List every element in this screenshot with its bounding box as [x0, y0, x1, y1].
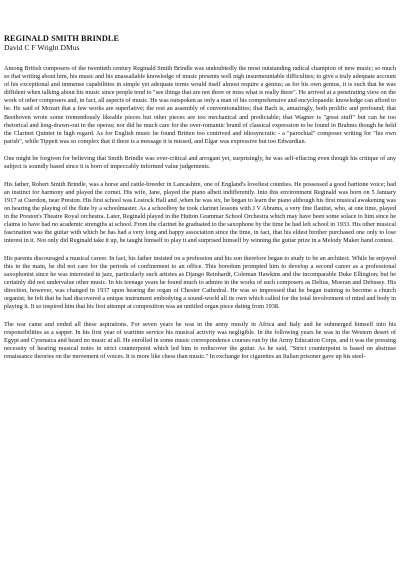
paragraph-3: His father, Robert Smith Brindle, was a horse and cattle-breeder in Lancashire, one of England's loveliest counties. He possessed a good baritone voice; had an instinct for harmony and played the cornet. His wife, Jane, played the piano albeit indifferently. Into this environment Reginald was born on 5 January 1917 at Cuerdon, near Preston. His first school was Lostock Hall and ,when he was six, he began to learn the piano although his first musical awakening was on hearing the playing of the flute by a schoolmaster. As a schoolboy he took clarinet lessons with J V Abrams, a very fine flautist, who, at one time, played in the Preston's Theatre Royal orchestra. Later, Reginald played in the Hutton Grammar School Orchestra which may have been some solace to him since he claims to have had no academic strengths at school. From the clarinet he graduated to the saxophone by the time he had left school in 1933. His other musical fascination was the guitar with which he has had a very long and happy association since the time, in fact, that his eldest brother purchased one only to lose interest in it. Not only did Reginald take it up, he taught himself to play it and surprised himself by winning the guitar prize in a Melody Maker band contest.	[4, 180, 396, 245]
paragraph-4: His parents discouraged a musical career. In fact, his father insisted on a profession and his son therefore began to study to be an architect. While he enjoyed this in the main, he did not care for the periods of confinement to an office. This boredom prompted him to develop a second career as a professional saxophonist since he was interested in jazz, particularly such artistes as Django Reinhardt, Coleman Hawkins and the incomparable Duke Ellington; but he certainly did not undervalue other music. In his teenage years he found much to admire in the works of such composers as Delius, Moeran and Debussy. His direction, however, was changed in 1937 upon hearing the organ of Chester Cathedral. He was so impressed that he began training to become a church organist; he felt that he had discovered a unique instrument embodying a sound-world all its own which called for the total involvement of mind and body in playing it. It so inspired him that his first attempt at composition was an untitled organ piece dating from 1938.	[4, 254, 396, 311]
paragraph-1: Among British composers of the twentieth century Reginald Smith Brindle was undoubtedly the most outstanding radical champion of new music; so much so that writing about him, his music and his unassailable knowledge of music presents well nigh insurmountable difficulties; to give a truly adequate account of his exceptional and immense capabilities in simple yet adequate terms would itself almost require a genius; as for his own genius, it is such that he was diffident when talking about his music since people tend to "see things that are not there or miss what is really there". He arrived at a penetrating view on the work of other composers and, in fact, all aspects of music. He was outspoken as only a man of his comprehensive and encyclopaedic knowledge can afford to be. He said of Mozart that a few works are superlative; the rest an assembly of conventionalities; that Bach is, amazingly, both prolific and profound; that Beethoven wrote some tremendously likeable pieces but other pieces are too mechanical and predictable; that Wagner is "great stuff" but can be too rhetorical and long-drawn-out in the operas; nor did he much care for the over-romantic brand of classical expression to be found in Brahms though he held the Clarinet Quintet in high regard. As for English music he found Britten too contrived and idiosyncratic - a "parochial" composer writing for "his own parish", while Tippett was so complex that if there is a message it is missed, and Elgar was expressive but too Edwardian.	[4, 65, 396, 145]
document-title: REGINALD SMITH BRINDLE	[4, 34, 120, 43]
document-page	[4, 34, 396, 370]
paragraph-2: One might be forgiven for believing that Smith Brindle was over-critical and arrogant yet, surprisingly, he was self-effacing even though his critique of any subject is soundly based since it is born of impeccably informed value judgements.	[4, 155, 396, 171]
paragraph-5: The war came and ended all these aspirations. For seven years he was in the army mostly in Africa and Italy and he submerged himself into his responsibilities as a sapper. In his first year of wartime service his musical activity was negligible. In the following years he was in the Western desert of Egypt and Cyrenaica and heard no music at all. He enrolled in some music correspondence courses run by the Army Education Corps, and it was the pressing necessity of hearing musical notes in strict counterpoint which led him to rediscover the guitar. As he said, "Strict counterpoint is based on abstruse renaissance theories on the movement of voices. It is more like chess than music." In exchange for cigarettes an Italian prisoner gave up his steel-	[4, 320, 396, 361]
author-byline: David C F Wright DMus	[4, 43, 80, 52]
